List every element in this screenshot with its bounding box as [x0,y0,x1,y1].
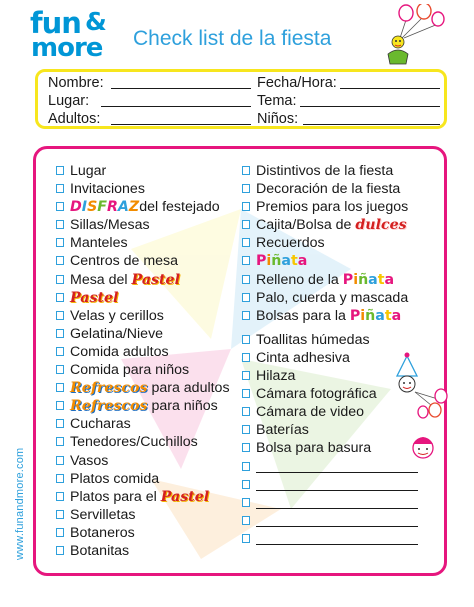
pinata-word: Piñata [349,307,402,324]
refrescos-word: Refrescos [70,380,148,397]
checkbox-icon[interactable] [242,462,250,471]
list-item[interactable]: Baterías [242,421,418,439]
list-item[interactable]: Invitaciones [56,180,230,198]
list-item[interactable]: Distintivos de la fiesta [242,162,418,180]
checkbox-icon[interactable] [56,528,64,537]
checkbox-icon[interactable] [56,419,64,428]
tema-field[interactable] [300,93,440,107]
list-item[interactable]: Cinta adhesiva [242,349,418,367]
checkbox-icon[interactable] [56,510,64,519]
list-item-blank[interactable] [242,494,418,512]
checkbox-icon[interactable] [56,365,64,374]
checkbox-icon[interactable] [56,220,64,229]
clown-balloons-icon [380,4,452,68]
list-item-blank[interactable] [242,530,418,548]
checkbox-icon[interactable] [56,184,64,193]
list-item[interactable]: Comida adultos [56,343,230,361]
checkbox-icon[interactable] [242,425,250,434]
party-info-box [35,69,447,129]
list-item[interactable]: Manteles [56,234,230,252]
logo-ampersand: & [85,7,107,36]
checkbox-icon[interactable] [242,407,250,416]
pastel-word: Pastel [131,271,180,288]
blank-line[interactable] [256,496,418,509]
list-item[interactable]: Premios para los juegos [242,198,418,216]
checkbox-icon[interactable] [56,492,64,501]
checkbox-icon[interactable] [242,371,250,380]
blank-line[interactable] [256,514,418,527]
list-item[interactable]: Hilaza [242,367,418,385]
checkbox-icon[interactable] [56,383,64,392]
checkbox-icon[interactable] [56,238,64,247]
checkbox-icon[interactable] [56,401,64,410]
checkbox-icon[interactable] [56,311,64,320]
checklist-right-column [242,162,418,548]
checkbox-icon[interactable] [242,480,250,489]
list-item[interactable]: DISFRAZdel festejado [56,198,230,216]
checkbox-icon[interactable] [56,256,64,265]
nombre-label: Nombre: [48,75,104,91]
party-kids-icon [393,352,453,487]
checkbox-icon[interactable] [56,166,64,175]
checkbox-icon[interactable] [242,166,250,175]
nombre-field[interactable] [111,75,251,89]
fecha-hora-field[interactable] [340,75,440,89]
list-item[interactable]: Centros de mesa [56,252,230,270]
refrescos-word: Refrescos [70,398,148,415]
fecha-hora-label: Fecha/Hora: [257,75,337,91]
disfraz-word: DISFRAZ [70,199,140,216]
list-item[interactable]: Platos comida [56,470,230,488]
checkbox-icon[interactable] [56,347,64,356]
list-item-blank[interactable] [242,512,418,530]
list-item[interactable]: Gelatina/Nieve [56,325,230,343]
list-item[interactable]: Mesa del Pastel [56,271,230,289]
list-item[interactable]: Sillas/Mesas [56,216,230,234]
checkbox-icon[interactable] [242,275,250,284]
checkbox-icon[interactable] [56,546,64,555]
list-item[interactable]: Refrescos para niños [56,397,230,415]
pastel-word: Pastel [160,488,210,505]
list-item[interactable]: Vasos [56,452,230,470]
checklist-left-column [56,162,230,560]
list-item[interactable] [242,252,418,270]
list-item[interactable]: Cajita/Bolsa de dulces [242,216,418,234]
list-item[interactable]: Palo, cuerda y mascada [242,289,418,307]
dulces-word: dulces [355,217,407,234]
checkbox-icon[interactable] [242,353,250,362]
checkbox-icon[interactable] [56,293,64,302]
checkbox-icon[interactable] [56,474,64,483]
list-item-blank[interactable] [242,476,418,494]
checklist-box [33,146,447,576]
list-item[interactable]: Cámara de video [242,403,418,421]
list-item[interactable]: Toallitas húmedas [242,331,418,349]
tema-label: Tema: [257,93,297,109]
adultos-label: Adultos: [48,111,101,127]
checkbox-icon[interactable] [242,311,250,320]
logo-fun: fun [30,6,81,40]
checkbox-icon[interactable] [56,275,64,284]
list-item[interactable]: Cucharas [56,415,230,433]
checkbox-icon[interactable] [242,220,250,229]
checkbox-icon[interactable] [242,184,250,193]
list-item[interactable]: Servilletas [56,506,230,524]
list-item[interactable]: Tenedores/Cuchillos [56,433,230,451]
list-item-blank[interactable] [242,458,418,476]
ninos-label: Niños: [257,111,299,127]
checkbox-icon[interactable] [242,238,250,247]
list-item[interactable]: Botanitas [56,542,230,560]
page-title: Check list de la fiesta [133,27,332,50]
list-item[interactable]: Decoración de la fiesta [242,180,418,198]
list-item[interactable]: Refrescos para adultos [56,379,230,397]
list-item[interactable] [56,289,230,307]
lugar-label: Lugar: [48,93,90,109]
list-item[interactable]: Relleno de la Piñata [242,271,418,289]
adultos-field[interactable] [111,111,251,125]
pinata-word: Piñata [342,271,395,288]
website-url: www.funandmore.com [14,447,26,560]
checkbox-icon[interactable] [242,498,250,507]
list-item[interactable]: Lugar [56,162,230,180]
list-item[interactable]: Bolsas para la Piñata [242,307,418,325]
pastel-word: Pastel [70,289,119,306]
checkbox-icon[interactable] [242,534,250,543]
checkbox-icon[interactable] [242,335,250,344]
pinata-word: Piñata [256,253,308,270]
brand-logo [30,6,112,63]
lugar-field[interactable] [101,93,251,107]
list-item[interactable]: Recuerdos [242,234,418,252]
checkbox-icon[interactable] [242,443,250,452]
checkbox-icon[interactable] [242,256,250,265]
list-item[interactable]: Comida para niños [56,361,230,379]
checkbox-icon[interactable] [56,329,64,338]
checkbox-icon[interactable] [56,202,64,211]
logo-more: more [31,33,103,63]
list-item[interactable]: Botaneros [56,524,230,542]
ninos-field[interactable] [303,111,440,125]
blank-line[interactable] [256,532,418,545]
checkbox-icon[interactable] [242,293,250,302]
list-item[interactable]: Cámara fotográfica [242,385,418,403]
checkbox-icon[interactable] [242,202,250,211]
checkbox-icon[interactable] [242,389,250,398]
list-item[interactable]: Velas y cerillos [56,307,230,325]
checkbox-icon[interactable] [242,516,250,525]
checkbox-icon[interactable] [56,437,64,446]
list-item[interactable]: Platos para el Pastel [56,488,230,506]
list-item[interactable]: Bolsa para basura [242,439,418,457]
checkbox-icon[interactable] [56,456,64,465]
